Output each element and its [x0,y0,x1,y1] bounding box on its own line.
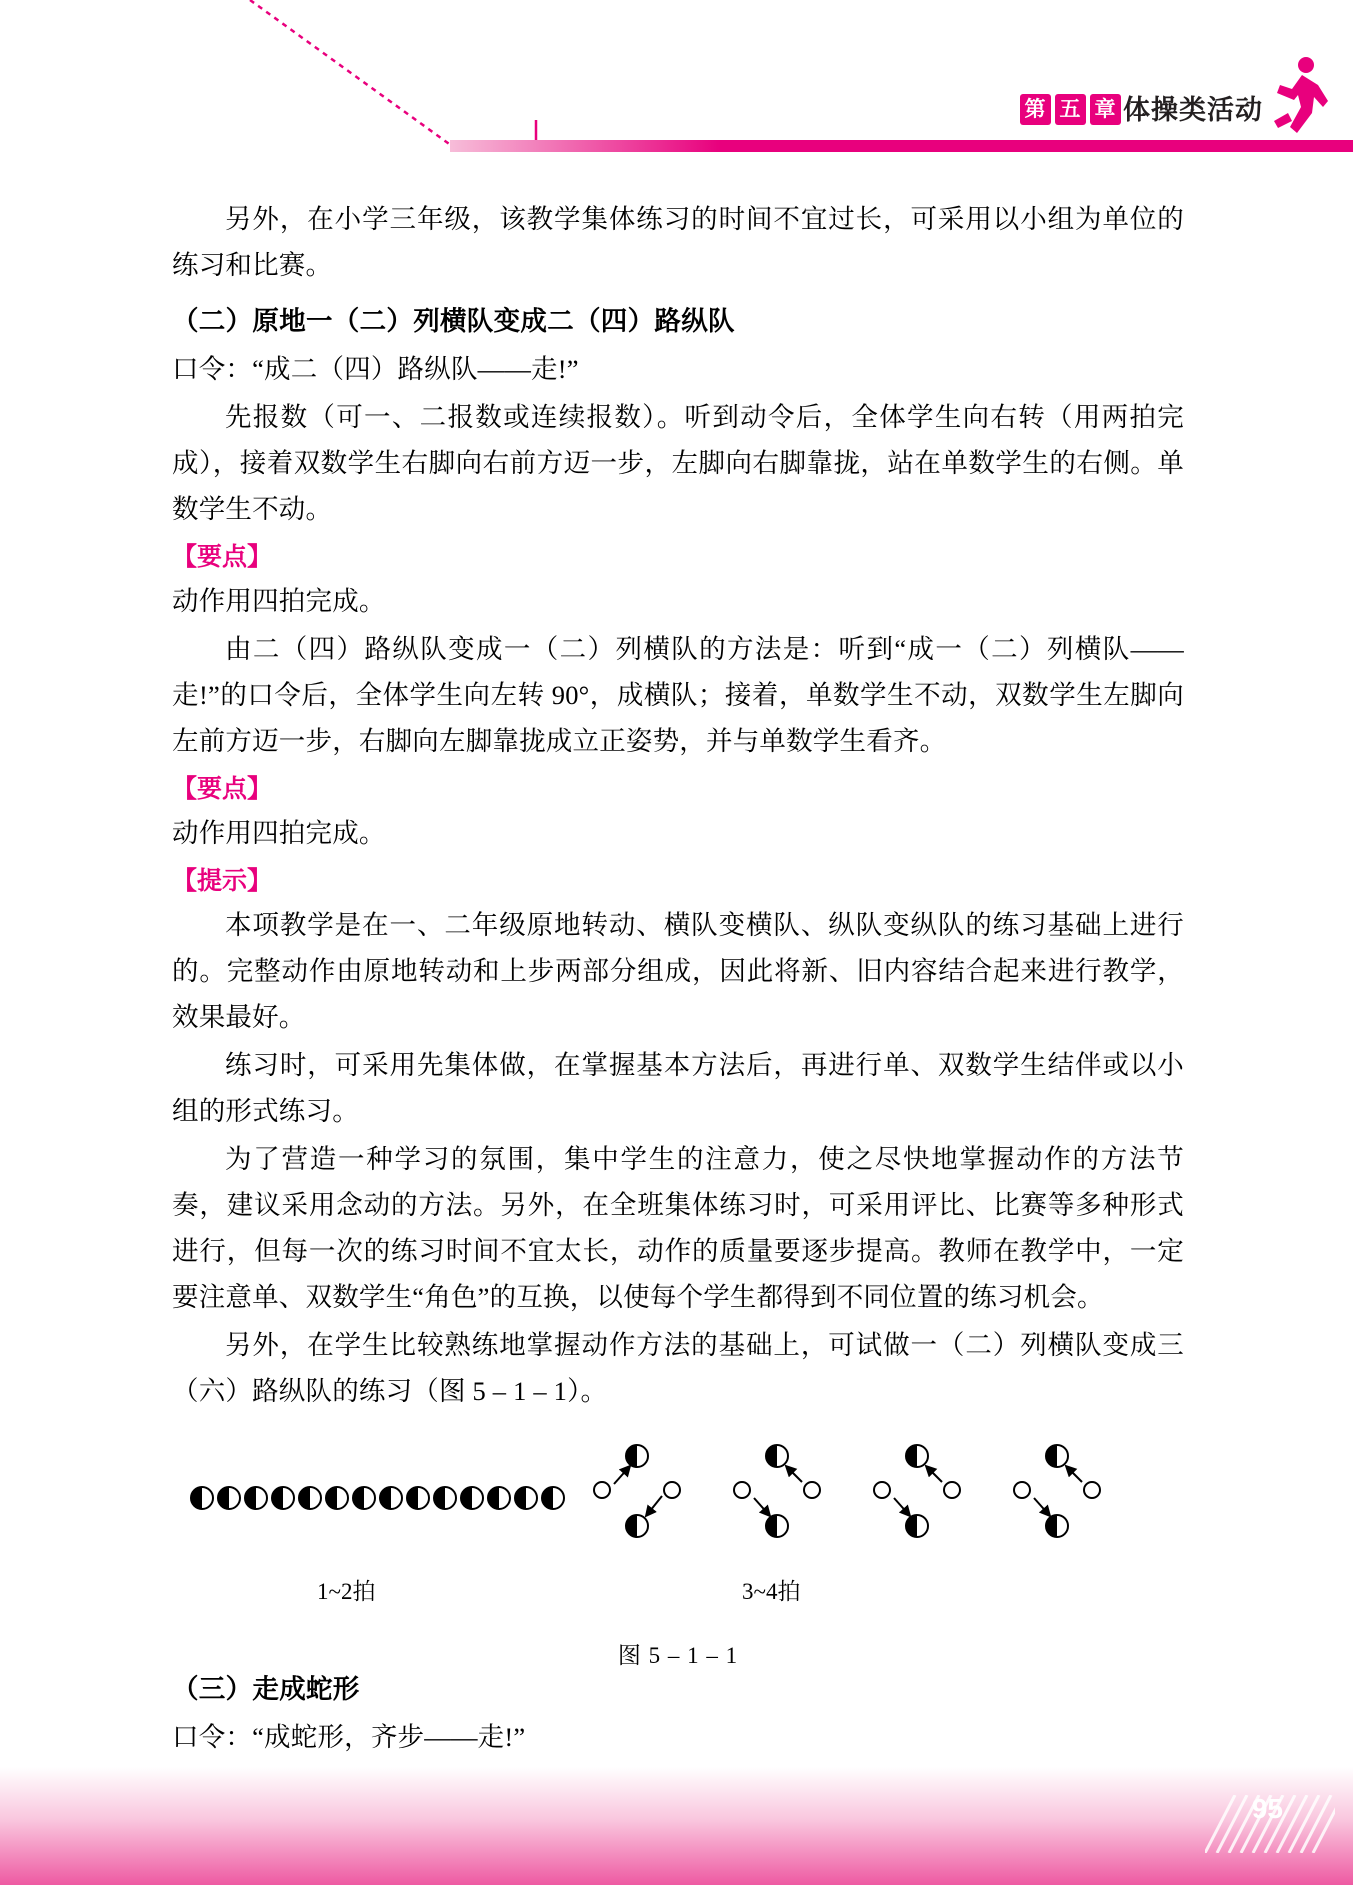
page-footer [0,1750,1353,1885]
page-header [0,0,1353,170]
chapter-title [1018,88,1263,127]
figure-label-left: 1~2拍 [317,1579,376,1604]
footer-gradient [0,1767,1353,1885]
paragraph-7: 练习时，可采用先集体做，在掌握基本方法后，再进行单、双数学生结伴或以小组的形式练习。 [172,1050,1184,1126]
paragraph-9: 另外，在学生比较熟练地掌握动作方法的基础上，可试做一（二）列横队变成三（六）路纵队的练习（图 5 – 1 – 1）。 [172,1330,1184,1406]
chapter-prefix-badge: 第 [1020,94,1051,125]
hint-tag: 【提示】 [172,867,273,895]
chapter-number-badge: 五 [1055,94,1086,125]
figure-caption: 图 5 – 1 – 1 [617,1643,739,1668]
page-number: 95 [1251,1793,1283,1824]
figure-right-formation [594,1445,1100,1537]
paragraph-4: 由二（四）路纵队变成一（二）列横队的方法是：听到“成一（二）列横队——走!”的口令后，全体学生向左转 90°，成横队；接着，单数学生不动，双数学生左脚向左前方迈一步，右脚向左脚靠拢成立正姿势，并与单数学生看齐。 [172,634,1184,756]
paragraph-command-2: 口令：“成蛇形，齐步——走!” [172,1722,526,1752]
paragraph-3: 动作用四拍完成。 [172,586,386,616]
paragraph-1: 另外，在小学三年级，该教学集体练习的时间不宜过长，可采用以小组为单位的练习和比赛。 [172,204,1184,280]
chapter-suffix-badge: 章 [1090,94,1121,125]
figure-labels [172,1573,1184,1613]
page-content [172,196,1184,1762]
paragraph-5: 动作用四拍完成。 [172,818,386,848]
figure-label-right: 3~4拍 [742,1579,801,1604]
paragraph-6: 本项教学是在一、二年级原地转动、横队变横队、纵队变纵队的练习基础上进行的。完整动作由原地转动和上步两部分组成，因此将新、旧内容结合起来进行教学，效果最好。 [172,910,1184,1032]
key-point-tag-2: 【要点】 [172,775,273,803]
figure-diagram [172,1438,1184,1568]
paragraph-command-1: 口令：“成二（四）路纵队——走!” [172,354,579,384]
section-heading-3: （三）走成蛇形 [172,1674,360,1704]
key-point-tag-1: 【要点】 [172,543,273,571]
header-accent-bar [450,140,1353,152]
running-person-icon [1268,55,1328,140]
paragraph-8: 为了营造一种学习的氛围，集中学生的注意力，使之尽快地掌握动作的方法节奏，建议采用念动的方法。另外，在全班集体练习时，可采用评比、比赛等多种形式进行，但每一次的练习时间不宜太长，动作的质量要逐步提高。教师在教学中，一定要注意单、双数学生“角色”的互换，以使每个学生都得到不同位置的练习机会。 [172,1144,1184,1312]
paragraph-2: 先报数（可一、二报数或连续报数）。听到动令后，全体学生向右转（用两拍完成），接着双数学生右脚向右前方迈一步，左脚向右脚靠拢，站在单数学生的右侧。单数学生不动。 [172,402,1184,524]
figure-left-formation [191,1487,564,1509]
section-heading-2: （二）原地一（二）列横队变成二（四）路纵队 [172,306,735,336]
chapter-title-text: 体操类活动 [1123,95,1263,125]
figure-5-1-1 [172,1438,1184,1668]
